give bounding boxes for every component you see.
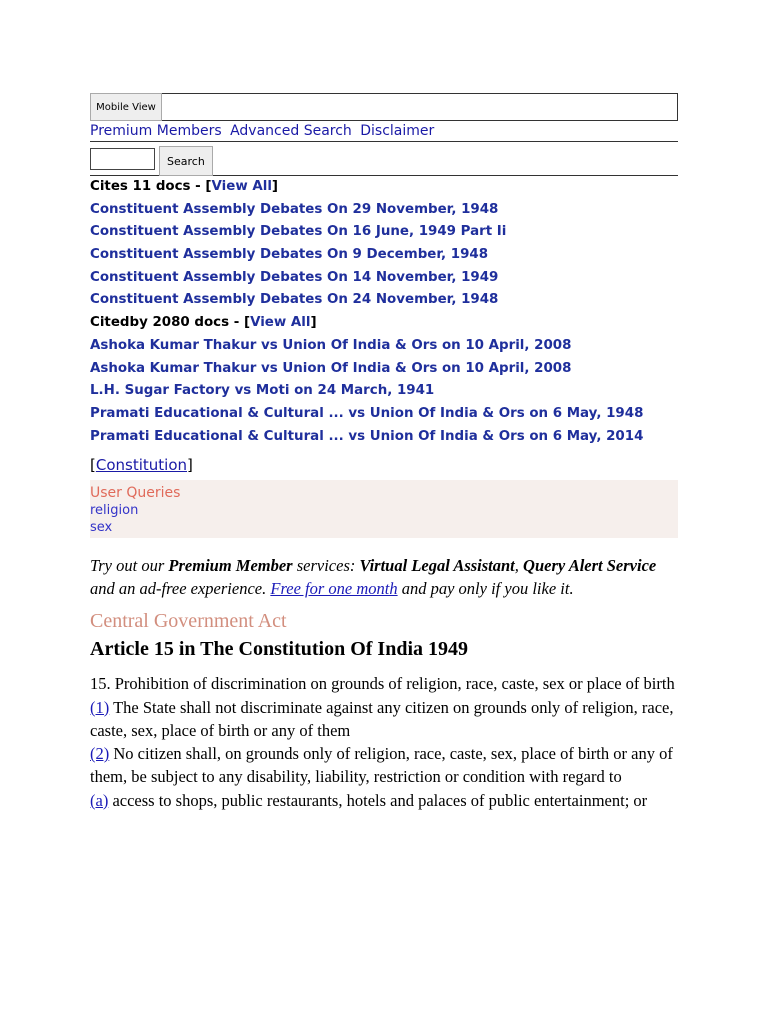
promo-premium-member: Premium Member [168,556,293,576]
article-title: Article 15 in The Constitution Of India 1949 [90,638,468,661]
clause-1 [90,696,678,743]
clause-a-link[interactable]: (a) [90,790,109,810]
clause-2-link[interactable]: (2) [90,744,110,764]
citedby-item[interactable]: Pramati Educational & Cultural ... vs Union Of India & Ors on 6 May, 1948 [90,405,644,421]
clause-a-text: access to shops, public restaurants, hotels and palaces of public entertainment; or [108,790,648,810]
free-trial-link[interactable]: Free for one month [270,579,398,599]
top-bar [90,93,678,121]
citedby-count: Citedby 2080 docs - [ [90,315,251,331]
cites-item[interactable]: Constituent Assembly Debates On 14 November, 1949 [90,269,499,285]
constitution-link[interactable]: Constitution [95,456,188,475]
premium-members-link[interactable]: Premium Members [90,123,222,139]
search-row [90,142,678,176]
promo-text: , [514,556,524,576]
citedby-view-all-link[interactable]: View All [250,315,311,331]
clause-1-link[interactable]: (1) [90,697,110,717]
cites-item[interactable]: Constituent Assembly Debates On 24 November, 1948 [90,292,499,308]
breadcrumb [90,453,678,477]
promo-virtual-assistant: Virtual Legal Assistant [359,556,515,576]
promo-text: services: [292,556,360,576]
mobile-view-button[interactable]: Mobile View [90,93,162,121]
citedby-item[interactable]: L.H. Sugar Factory vs Moti on 24 March, 1941 [90,383,435,399]
nav-links [90,121,678,142]
query-religion-link[interactable]: religion [90,503,139,519]
clause-1-text: The State shall not discriminate against any citizen on grounds only of religion, race, caste, sex, place of birth or any of them [90,697,674,740]
search-input[interactable] [90,148,155,170]
promo-text: and pay only if you like it. [397,579,574,599]
cites-bracket: ] [271,179,279,194]
promo-text: and an ad-free experience. [90,579,271,599]
advanced-search-link[interactable]: Advanced Search [230,123,352,139]
breadcrumb-open: [ [90,456,96,475]
query-sex-link[interactable]: sex [90,520,113,536]
cites-list [90,176,678,448]
citedby-item[interactable]: Ashoka Kumar Thakur vs Union Of India & Ors on 10 April, 2008 [90,360,572,376]
search-button[interactable]: Search [159,146,213,176]
cites-item[interactable]: Constituent Assembly Debates On 29 November, 1948 [90,201,499,217]
clause-a [90,789,678,812]
cites-view-all-link[interactable]: View All [211,179,272,194]
cites-item[interactable]: Constituent Assembly Debates On 9 December, 1948 [90,247,489,263]
article-body [90,672,678,812]
citedby-item[interactable]: Ashoka Kumar Thakur vs Union Of India & Ors on 10 April, 2008 [90,337,572,353]
promo-text: Try out our [90,556,169,576]
act-type: Central Government Act [90,610,287,633]
citedby-item[interactable]: Pramati Educational & Cultural ... vs Union Of India & Ors on 6 May, 2014 [90,428,644,444]
disclaimer-link[interactable]: Disclaimer [360,123,435,139]
citedby-bracket: ] [310,315,317,331]
promo-query-alert: Query Alert Service [523,556,657,576]
cites-count: Cites 11 docs - [ [90,179,212,194]
premium-promo [90,554,678,600]
clause-2-text: No citizen shall, on grounds only of religion, race, caste, sex, place of birth or any of them, be subject to any disability, liability, restriction or condition with regard to [90,744,673,787]
cites-item[interactable]: Constituent Assembly Debates On 16 June, 1949 Part Ii [90,224,507,240]
cites-header [90,176,678,199]
page-container [90,93,678,812]
user-queries-title: User Queries [90,485,181,502]
section-heading: 15. Prohibition of discrimination on grounds of religion, race, caste, sex or place of birth [90,674,675,694]
clause-2 [90,742,678,789]
user-queries-box [90,480,678,538]
top-bar-field [162,93,678,121]
breadcrumb-close: ] [187,456,193,475]
citedby-header [90,312,678,335]
